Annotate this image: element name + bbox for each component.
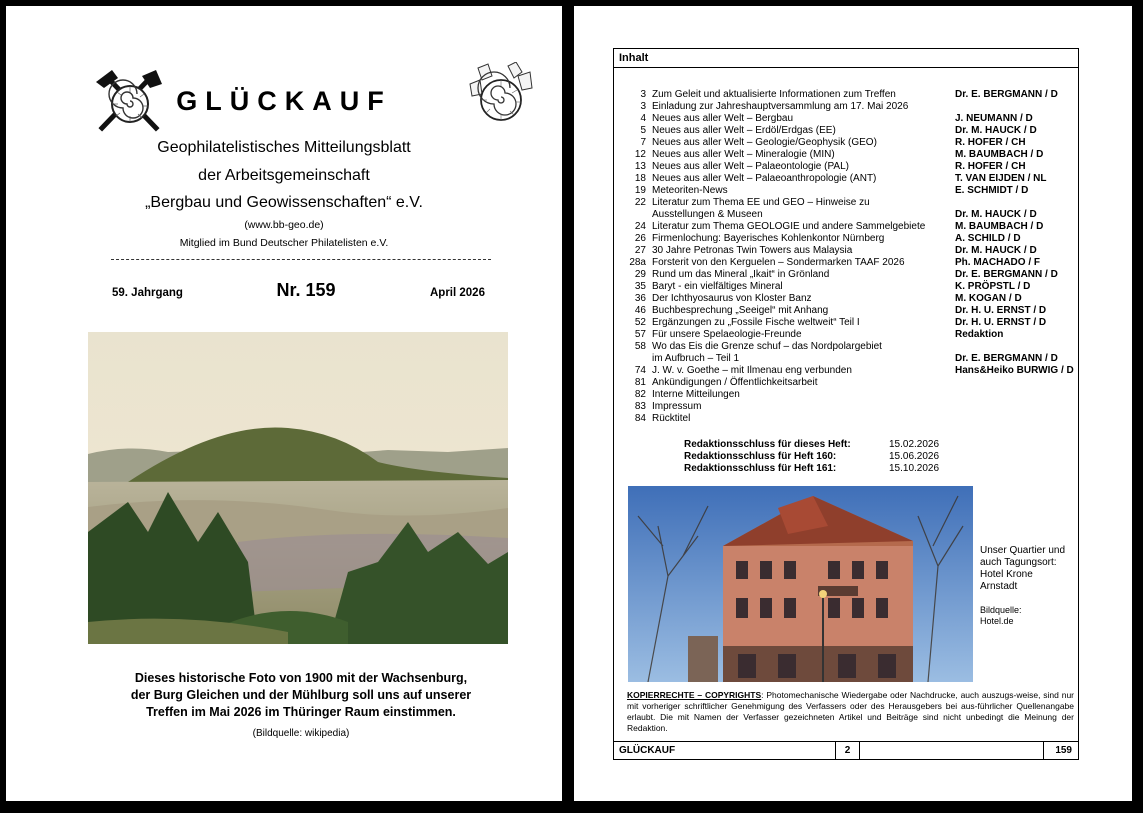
toc-entry bbox=[621, 401, 1076, 413]
toc-entry bbox=[621, 137, 1076, 149]
contents-frame bbox=[613, 48, 1079, 760]
toc-author: R. HOFER / CH bbox=[955, 137, 1026, 148]
toc-entry bbox=[621, 161, 1076, 173]
toc-entry bbox=[621, 353, 1076, 365]
toc-title: Impressum bbox=[652, 401, 702, 412]
photo-credit: (Bildquelle: wikipedia) bbox=[252, 728, 350, 739]
toc-page-number: 81 bbox=[634, 377, 646, 388]
toc-page-number: 4 bbox=[640, 113, 646, 124]
toc-entry bbox=[621, 125, 1076, 137]
toc-title: 30 Jahre Petronas Twin Towers aus Malaysia bbox=[652, 245, 853, 256]
toc-title: Literatur zum Thema EE und GEO – Hinweise zu bbox=[652, 197, 870, 208]
footer-issue-number: 159 bbox=[1055, 745, 1072, 756]
caption-line-3: Treffen im Mai 2026 im Thüringer Raum einstimmen. bbox=[146, 705, 456, 719]
toc-title: Ausstellungen & Museen bbox=[652, 209, 763, 220]
issue-number: Nr. 159 bbox=[276, 280, 336, 300]
caption-line-1: Dieses historische Foto von 1900 mit der Wachsenburg, bbox=[134, 671, 468, 685]
toc-author: Redaktion bbox=[955, 329, 1004, 340]
toc-entry bbox=[621, 329, 1076, 341]
deadline-label: Redaktionsschluss für dieses Heft: bbox=[684, 439, 851, 450]
toc-title: Neues aus aller Welt – Palaeontologie (PAL) bbox=[652, 161, 849, 172]
copyright-text: : Photomechanische Wiedergabe oder Nachdrucke, auch auszugs-weise, sind nur mit vorheriger schriftlicher Genehmigung des Verfassers oder des Herausgebers bei aus-führlicher Quellenangabe erlaubt. Die mit Namen der Verfasser gezeichneten Artikel und Beiträge sind nicht unbedingt die Meinung der Redaktion. bbox=[627, 690, 1074, 733]
toc-page-number: 24 bbox=[634, 221, 646, 232]
website: (www.bb-geo.de) bbox=[244, 219, 324, 231]
toc-page-number: 13 bbox=[634, 161, 646, 172]
toc-author: Dr. E. BERGMANN / D bbox=[955, 353, 1058, 364]
toc-page-number: 52 bbox=[634, 317, 646, 328]
toc-entry bbox=[621, 233, 1076, 245]
editorial-deadlines bbox=[684, 439, 984, 475]
toc-title: Literatur zum Thema GEOLOGIE und andere Sammelgebiete bbox=[652, 221, 926, 232]
toc-page-number: 12 bbox=[634, 149, 646, 160]
toc-entry bbox=[621, 149, 1076, 161]
toc-title: J. W. v. Goethe – mit Ilmenau eng verbunden bbox=[652, 365, 852, 376]
caption-line-2: der Burg Gleichen und der Mühlburg soll uns auf unserer bbox=[130, 688, 472, 702]
toc-author: E. SCHMIDT / D bbox=[955, 185, 1029, 196]
toc-page-number: 57 bbox=[634, 329, 646, 340]
toc-title: im Aufbruch – Teil 1 bbox=[652, 353, 740, 364]
toc-entry bbox=[621, 197, 1076, 209]
deadline-label: Redaktionsschluss für Heft 161: bbox=[684, 463, 837, 474]
deadline-row bbox=[684, 463, 984, 475]
toc-page-number: 7 bbox=[640, 137, 646, 148]
toc-author: Ph. MACHADO / F bbox=[955, 257, 1040, 268]
toc-author: Dr. M. HAUCK / D bbox=[955, 125, 1037, 136]
toc-author: A. SCHILD / D bbox=[955, 233, 1021, 244]
toc-title: Ergänzungen zu „Fossile Fische weltweit“ Teil I bbox=[652, 317, 860, 328]
toc-entry bbox=[621, 281, 1076, 293]
toc-title: Neues aus aller Welt – Geologie/Geophysik (GEO) bbox=[652, 137, 877, 148]
toc-author: Dr. M. HAUCK / D bbox=[955, 245, 1037, 256]
hotel-caption-line-1: Unser Quartier und bbox=[980, 545, 1066, 556]
toc-author: T. VAN EIJDEN / NL bbox=[955, 173, 1047, 184]
toc-author: Hans&Heiko BURWIG / D bbox=[955, 365, 1074, 376]
toc-title: Neues aus aller Welt – Bergbau bbox=[652, 113, 794, 124]
toc-entry bbox=[621, 293, 1076, 305]
contents-heading: Inhalt bbox=[614, 49, 1078, 68]
dashed-divider bbox=[111, 259, 491, 260]
toc-author: Dr. H. U. ERNST / D bbox=[955, 305, 1047, 316]
toc-author: M. KOGAN / D bbox=[955, 293, 1022, 304]
toc-title: Ankündigungen / Öffentlichkeitsarbeit bbox=[652, 377, 818, 388]
issue-date: April 2026 bbox=[430, 287, 485, 299]
footer-magazine-name: GLÜCKAUF bbox=[614, 742, 836, 760]
toc-title: Neues aus aller Welt – Palaeoanthropologie (ANT) bbox=[652, 173, 877, 184]
toc-title: Baryt - ein vielfältiges Mineral bbox=[652, 281, 783, 292]
toc-entry bbox=[621, 101, 1076, 113]
toc-entry bbox=[621, 221, 1076, 233]
footer-page-number: 2 bbox=[836, 742, 860, 760]
toc-page-number: 22 bbox=[634, 197, 646, 208]
toc-author: Dr. M. HAUCK / D bbox=[955, 209, 1037, 220]
hotel-caption-line-2: auch Tagungsort: bbox=[980, 557, 1057, 568]
cover-page bbox=[6, 6, 562, 801]
toc-page-number: 35 bbox=[634, 281, 646, 292]
toc-entry bbox=[621, 113, 1076, 125]
deadline-row bbox=[684, 439, 984, 451]
toc-page-number: 18 bbox=[634, 173, 646, 184]
toc-author: R. HOFER / CH bbox=[955, 161, 1026, 172]
toc-page-number: 19 bbox=[634, 185, 646, 196]
toc-title: Zum Geleit und aktualisierte Informationen zum Treffen bbox=[652, 89, 896, 100]
hotel-photo-source bbox=[980, 605, 1022, 627]
toc-title: Rund um das Mineral „Ikait“ in Grönland bbox=[652, 269, 830, 280]
deadline-date: 15.06.2026 bbox=[889, 451, 940, 462]
toc-author: Dr. E. BERGMANN / D bbox=[955, 89, 1058, 100]
toc-page-number: 29 bbox=[634, 269, 646, 280]
subtitle-line-2: der Arbeitsgemeinschaft bbox=[198, 167, 370, 184]
toc-title: Wo das Eis die Grenze schuf – das Nordpolargebiet bbox=[652, 341, 882, 352]
toc-entry bbox=[621, 245, 1076, 257]
toc-title: Forsterit von den Kerguelen – Sondermarken TAAF 2026 bbox=[652, 257, 905, 268]
toc-page-number: 83 bbox=[634, 401, 646, 412]
toc-entry bbox=[621, 269, 1076, 281]
toc-page-number: 58 bbox=[634, 341, 646, 352]
copyright-heading: KOPIERRECHTE – COPYRIGHTS bbox=[627, 690, 762, 700]
hotel-krone-photo bbox=[628, 486, 973, 682]
deadline-row bbox=[684, 451, 984, 463]
toc-page-number: 28a bbox=[629, 257, 646, 268]
table-of-contents bbox=[621, 89, 1076, 425]
copyright-notice bbox=[627, 690, 1074, 734]
toc-title: Einladung zur Jahreshauptversammlung am 17. Mai 2026 bbox=[652, 101, 909, 112]
toc-entry bbox=[621, 185, 1076, 197]
toc-page-number: 3 bbox=[640, 101, 646, 112]
toc-title: Rücktitel bbox=[652, 413, 691, 424]
membership-note: Mitglied im Bund Deutscher Philatelisten e.V. bbox=[179, 237, 389, 249]
toc-page-number: 5 bbox=[640, 125, 646, 136]
page-footer bbox=[614, 741, 1078, 760]
hotel-caption bbox=[980, 545, 1080, 593]
toc-entry bbox=[621, 317, 1076, 329]
toc-title: Meteoriten-News bbox=[652, 185, 728, 196]
toc-title: Neues aus aller Welt – Mineralogie (MIN) bbox=[652, 149, 835, 160]
toc-author: Dr. E. BERGMANN / D bbox=[955, 269, 1058, 280]
photo-caption bbox=[6, 670, 596, 721]
deadline-label: Redaktionsschluss für Heft 160: bbox=[684, 451, 837, 462]
toc-title: Neues aus aller Welt – Erdöl/Erdgas (EE) bbox=[652, 125, 836, 136]
toc-author: M. BAUMBACH / D bbox=[955, 149, 1044, 160]
historic-landscape-photo bbox=[88, 332, 508, 644]
toc-author: M. BAUMBACH / D bbox=[955, 221, 1044, 232]
toc-entry bbox=[621, 341, 1076, 353]
toc-page-number: 3 bbox=[640, 89, 646, 100]
hotel-source-line-2: Hotel.de bbox=[980, 616, 1014, 626]
toc-page-number: 26 bbox=[634, 233, 646, 244]
toc-entry bbox=[621, 377, 1076, 389]
toc-entry bbox=[621, 173, 1076, 185]
toc-page-number: 82 bbox=[634, 389, 646, 400]
toc-entry bbox=[621, 365, 1076, 377]
toc-author: J. NEUMANN / D bbox=[955, 113, 1033, 124]
toc-page-number: 74 bbox=[634, 365, 646, 376]
toc-author: K. PRÖPSTL / D bbox=[955, 281, 1031, 292]
deadline-date: 15.10.2026 bbox=[889, 463, 940, 474]
subtitle-line-3: „Bergbau und Geowissenschaften“ e.V. bbox=[145, 194, 423, 211]
hotel-caption-line-4: Arnstadt bbox=[980, 581, 1018, 592]
hotel-source-line-1: Bildquelle: bbox=[980, 605, 1022, 615]
toc-entry bbox=[621, 257, 1076, 269]
toc-author: Dr. H. U. ERNST / D bbox=[955, 317, 1047, 328]
toc-title: Für unsere Spelaeologie-Freunde bbox=[652, 329, 802, 340]
magazine-title: GLÜCKAUF bbox=[176, 86, 392, 116]
footer-spacer bbox=[860, 742, 1044, 760]
toc-title: Firmenlochung: Bayerisches Kohlenkontor Nürnberg bbox=[652, 233, 885, 244]
deadline-date: 15.02.2026 bbox=[889, 439, 940, 450]
toc-page-number: 84 bbox=[634, 413, 646, 424]
subtitle-line-1: Geophilatelistisches Mitteilungsblatt bbox=[157, 139, 411, 156]
toc-entry bbox=[621, 89, 1076, 101]
toc-title: Der Ichthyosaurus von Kloster Banz bbox=[652, 293, 812, 304]
toc-page-number: 46 bbox=[634, 305, 646, 316]
hotel-caption-line-3: Hotel Krone bbox=[980, 569, 1033, 580]
toc-page-number: 27 bbox=[634, 245, 646, 256]
volume-label: 59. Jahrgang bbox=[112, 287, 183, 299]
toc-title: Interne Mitteilungen bbox=[652, 389, 740, 400]
toc-entry bbox=[621, 413, 1076, 425]
toc-entry bbox=[621, 305, 1076, 317]
toc-entry bbox=[621, 389, 1076, 401]
toc-title: Buchbesprechung „Seeigel“ mit Anhang bbox=[652, 305, 829, 316]
toc-entry bbox=[621, 209, 1076, 221]
toc-page-number: 36 bbox=[634, 293, 646, 304]
contents-page bbox=[574, 6, 1132, 801]
